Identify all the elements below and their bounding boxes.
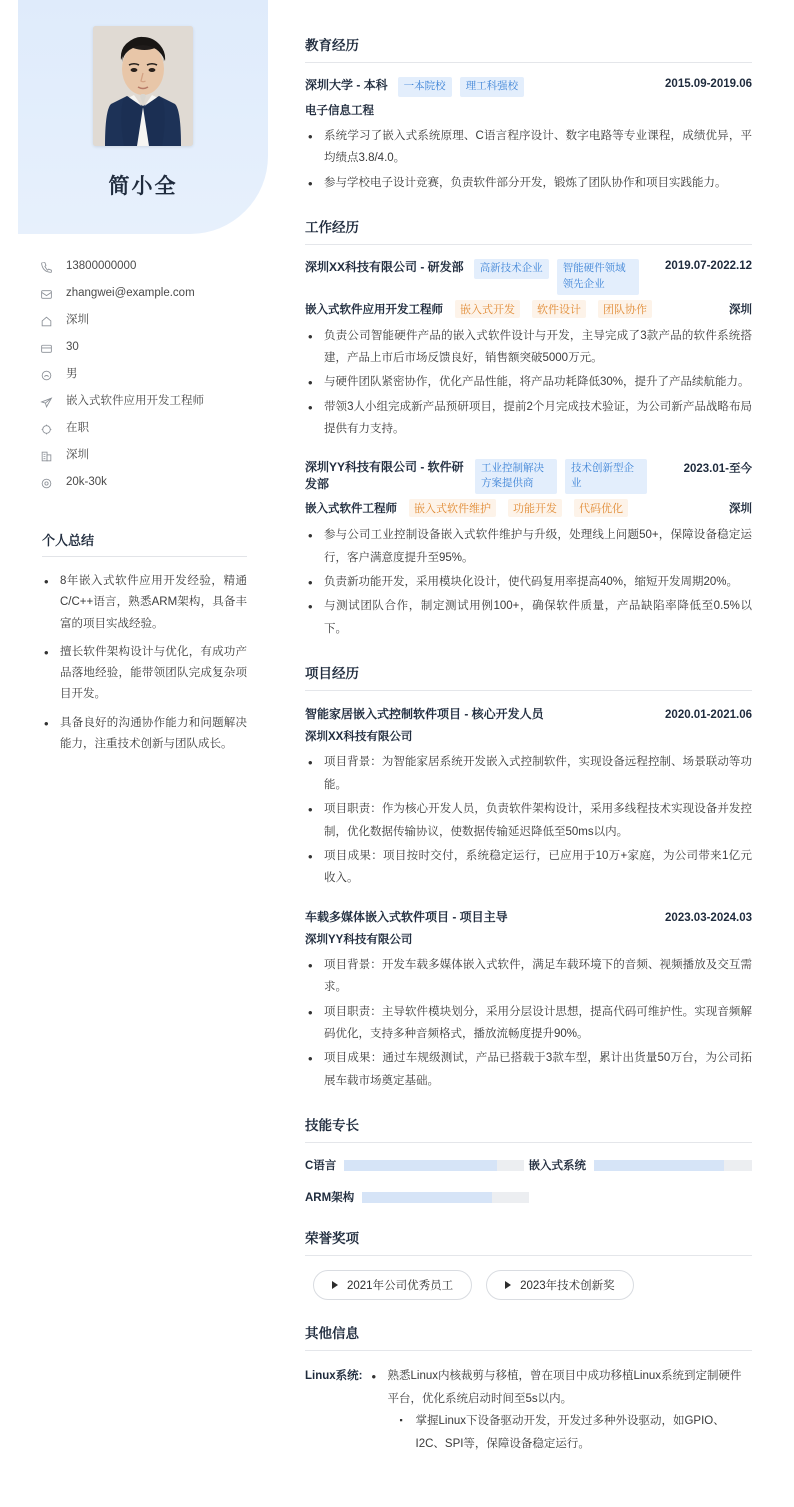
section-title-projects: 项目经历 <box>305 662 752 691</box>
contact-value: zhangwei@example.com <box>66 287 195 300</box>
section-title-other: 其他信息 <box>305 1322 752 1351</box>
work-point: • 带领3人小组完成新产品预研项目，提前2个月完成技术验证，为公司新产品战略布局提供有力支持。 <box>305 396 752 441</box>
contact-item-age <box>40 341 265 355</box>
education-point: • 参与学校电子设计竞赛，负责软件部分开发，锻炼了团队协作和项目实践能力。 <box>305 172 752 194</box>
skill-tag: 嵌入式开发 <box>455 300 520 318</box>
project-date: 2023.03-2024.03 <box>665 911 752 924</box>
skill-label: 嵌入式系统 <box>528 1160 586 1173</box>
work-entry-header <box>305 459 752 495</box>
skill-label: C语言 <box>305 1160 337 1173</box>
other-info-body <box>369 1365 753 1455</box>
education-entry <box>305 77 752 194</box>
contact-value: 嵌入式软件应用开发工程师 <box>66 395 204 408</box>
skill-progress-fill <box>594 1160 724 1171</box>
other-info-row <box>305 1365 752 1455</box>
project-point: • 项目职责：作为核心开发人员，负责软件架构设计，采用多线程技术实现设备并发控制，优化数据传输协议，使数据传输延迟降低至50ms以内。 <box>305 798 752 843</box>
status-icon <box>40 422 57 436</box>
skill-progress-bar <box>362 1192 528 1203</box>
contact-item-workcity <box>40 449 265 463</box>
skill-tag: 嵌入式软件维护 <box>409 499 496 517</box>
project-point: • 项目成果：通过车规级测试，产品已搭载于3款车型，累计出货量50万台，为公司拓展车载市场奠定基础。 <box>305 1047 752 1092</box>
other-info-list <box>369 1365 753 1455</box>
profile-header <box>18 0 268 234</box>
person-name: 简小全 <box>108 175 178 198</box>
id-card-icon <box>40 341 57 355</box>
summary-section <box>42 530 247 755</box>
company-tag: 工业控制解决方案提供商 <box>475 459 557 495</box>
other-info-subpoint: ▪ 掌握Linux下设备驱动开发，开发过多种外设驱动，如GPIO、I2C、SPI等，保障设备稳定运行。 <box>397 1410 753 1455</box>
company-tag: 智能硬件领域领先企业 <box>557 259 639 295</box>
project-points <box>305 954 752 1093</box>
education-tag: 一本院校 <box>398 77 452 97</box>
job-title: 嵌入式软件工程师 <box>305 503 397 516</box>
company-tag: 技术创新型企业 <box>565 459 647 495</box>
project-company: 深圳XX科技有限公司 <box>305 731 413 744</box>
project-entry <box>305 705 752 890</box>
section-title-education: 教育经历 <box>305 34 752 63</box>
summary-point: • 擅长软件架构设计与优化，有成功产品落地经验，能带领团队完成复杂项目开发。 <box>42 642 247 706</box>
work-point: • 参与公司工业控制设备嵌入式软件维护与升级，处理线上问题50+，保障设备稳定运行，客户满意度提升至95%。 <box>305 524 752 569</box>
skill-progress-bar <box>344 1160 524 1171</box>
honor-item[interactable] <box>313 1270 472 1300</box>
main-column <box>285 0 794 1507</box>
contact-value: 男 <box>66 368 78 381</box>
contact-list <box>40 260 265 490</box>
contact-item-location <box>40 314 265 328</box>
other-info-label: Linux系统: <box>305 1370 363 1383</box>
work-date: 2023.01-至今 <box>683 462 752 475</box>
other-info-section <box>305 1322 752 1455</box>
salary-icon <box>40 476 57 490</box>
education-tag: 理工科强校 <box>460 77 525 97</box>
work-point: • 负责新功能开发，采用模块化设计，使代码复用率提高40%，缩短开发周期20%。 <box>305 571 752 593</box>
skill-progress-bar <box>594 1160 752 1171</box>
section-title-work: 工作经历 <box>305 216 752 245</box>
project-name: 车载多媒体嵌入式软件项目 - 项目主导 <box>305 909 508 924</box>
contact-value: 20k-30k <box>66 476 107 489</box>
other-info-point: • 熟悉Linux内核裁剪与移植，曾在项目中成功移植Linux系统到定制硬件平台，优化系统启动时间至5s以内。 <box>369 1365 753 1410</box>
chevron-right-icon <box>505 1281 511 1289</box>
work-point: • 与测试团队合作，制定测试用例100+，确保软件质量，产品缺陷率降低至0.5%以下。 <box>305 595 752 640</box>
contact-item-phone <box>40 260 265 274</box>
education-section <box>305 34 752 194</box>
work-role-row <box>305 499 752 517</box>
summary-title: 个人总结 <box>42 530 247 557</box>
contact-item-status <box>40 422 265 436</box>
skill-label: ARM架构 <box>305 1192 355 1205</box>
contact-item-position <box>40 395 265 409</box>
education-entry-header <box>305 77 752 97</box>
company-tags <box>474 259 655 295</box>
project-point: • 项目职责：主导软件模块划分，采用分层设计思想，提高代码可维护性。实现音频解码优化，支持多种音频格式，播放流畅度提升90%。 <box>305 1001 752 1046</box>
education-points <box>305 125 752 194</box>
project-date: 2020.01-2021.06 <box>665 709 752 722</box>
contact-value: 13800000000 <box>66 260 137 273</box>
work-point: • 与硬件团队紧密协作，优化产品性能，将产品功耗降低30%，提升了产品续航能力。 <box>305 371 752 393</box>
work-role-row <box>305 300 752 318</box>
work-entry <box>305 459 752 641</box>
company-tags <box>475 459 674 495</box>
work-section <box>305 216 752 640</box>
company-name: 深圳XX科技有限公司 - 研发部 <box>305 260 464 275</box>
work-points <box>305 524 752 640</box>
skill-item <box>529 1157 753 1173</box>
job-title: 嵌入式软件应用开发工程师 <box>305 303 443 316</box>
skill-tag: 软件设计 <box>532 300 586 318</box>
section-title-skills: 技能专长 <box>305 1114 752 1143</box>
contact-value: 深圳 <box>66 449 89 462</box>
company-name: 深圳YY科技有限公司 - 软件研发部 <box>305 459 464 492</box>
school-name: 深圳大学 - 本科 <box>305 78 388 92</box>
work-entry <box>305 259 752 441</box>
work-date: 2019.07-2022.12 <box>665 260 752 273</box>
education-major: 电子信息工程 <box>305 104 374 117</box>
building-icon <box>40 449 57 463</box>
work-city: 深圳 <box>729 503 752 516</box>
mail-icon <box>40 287 57 301</box>
skill-item <box>305 1189 529 1205</box>
avatar <box>93 26 193 146</box>
skill-grid <box>305 1157 752 1205</box>
project-point: • 项目背景：开发车载多媒体嵌入式软件，满足车载环境下的音频、视频播放及交互需求。 <box>305 954 752 999</box>
skill-progress-fill <box>362 1192 492 1203</box>
skill-tag: 团队协作 <box>598 300 652 318</box>
project-company: 深圳YY科技有限公司 <box>305 933 413 946</box>
project-name: 智能家居嵌入式控制软件项目 - 核心开发人员 <box>305 707 544 722</box>
skills-section <box>305 1114 752 1205</box>
project-entry <box>305 908 752 1093</box>
gender-icon <box>40 368 57 382</box>
contact-value: 深圳 <box>66 314 89 327</box>
work-city: 深圳 <box>729 303 752 316</box>
contact-item-gender <box>40 368 265 382</box>
project-header <box>305 705 752 722</box>
honors-section <box>305 1227 752 1300</box>
work-entry-header <box>305 259 752 295</box>
summary-point: • 具备良好的沟通协作能力和问题解决能力，注重技术创新与团队成长。 <box>42 713 247 756</box>
summary-list <box>42 571 247 755</box>
section-title-honors: 荣誉奖项 <box>305 1227 752 1256</box>
project-points <box>305 751 752 890</box>
paper-plane-icon <box>40 395 57 409</box>
contact-value: 在职 <box>66 422 89 435</box>
skill-progress-fill <box>344 1160 497 1171</box>
education-tags <box>398 77 655 97</box>
skill-tag: 功能开发 <box>508 499 562 517</box>
profile-photo-icon <box>93 26 193 146</box>
work-points <box>305 325 752 441</box>
phone-icon <box>40 260 57 274</box>
home-icon <box>40 314 57 328</box>
projects-section <box>305 662 752 1092</box>
project-header <box>305 908 752 925</box>
honors-list <box>305 1270 752 1300</box>
contact-value: 30 <box>66 341 79 354</box>
honor-label: 2023年技术创新奖 <box>520 1280 615 1293</box>
skill-item <box>305 1157 529 1173</box>
honor-item[interactable] <box>486 1270 634 1300</box>
company-tag: 高新技术企业 <box>474 259 549 279</box>
contact-item-email <box>40 287 265 301</box>
education-point: • 系统学习了嵌入式系统原理、C语言程序设计、数字电路等专业课程，成绩优异，平均绩点3.8/4.0。 <box>305 125 752 170</box>
education-date: 2015.09-2019.06 <box>665 78 752 90</box>
project-point: • 项目成果：项目按时交付，系统稳定运行，已应用于10万+家庭，为公司带来1亿元收入。 <box>305 845 752 890</box>
skill-tag: 代码优化 <box>574 499 628 517</box>
summary-point: • 8年嵌入式软件应用开发经验，精通C/C++语言，熟悉ARM架构，具备丰富的项目实战经验。 <box>42 571 247 635</box>
sidebar <box>0 0 285 792</box>
contact-item-salary <box>40 476 265 490</box>
honor-label: 2021年公司优秀员工 <box>347 1280 454 1293</box>
chevron-right-icon <box>332 1281 338 1289</box>
project-point: • 项目背景：为智能家居系统开发嵌入式控制软件，实现设备远程控制、场景联动等功能。 <box>305 751 752 796</box>
work-point: • 负责公司智能硬件产品的嵌入式软件设计与开发，主导完成了3款产品的软件系统搭建，产品上市后市场反馈良好，销售额突破5000万元。 <box>305 325 752 370</box>
